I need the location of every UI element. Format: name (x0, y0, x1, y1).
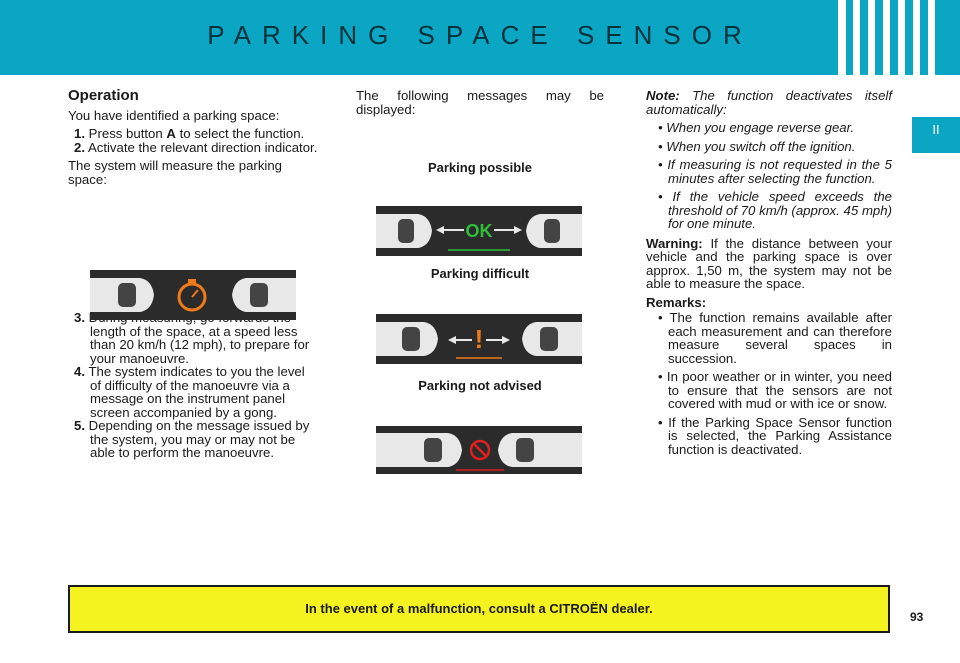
car-right-icon (232, 278, 296, 312)
remark-item: • In poor weather or in winter, you need to ensure that the sensors are not covered with mud or with ice or snow. (658, 369, 892, 411)
measure-text: The system will measure the parking space: (68, 158, 283, 187)
page-header (0, 0, 960, 75)
column-notes (646, 89, 892, 461)
step-3: 3. length of the space, at a speed less than 20 km/h (12 mph), to prepare for your manoeuvre. (74, 310, 310, 366)
car-left-icon (90, 278, 154, 312)
label-parking-difficult: Parking difficult (430, 266, 530, 281)
step-2: 2. Activate the relevant direction indicator. (74, 139, 318, 155)
note-item: • When you switch off the ignition. (658, 138, 856, 154)
column-messages (356, 89, 604, 121)
measuring-illustration (90, 270, 296, 320)
panel-parking-difficult (376, 314, 582, 364)
note-item: • If measuring is not requested in the 5 minutes after selecting the function. (658, 157, 892, 186)
label-parking-not-advised: Parking not advised (418, 378, 542, 393)
step-1: 1. Press button A to select the function. (74, 126, 305, 141)
malfunction-notice: In the event of a malfunction, consult a CITROËN dealer. (68, 585, 890, 633)
warning-paragraph: Warning: If the distance between your vehicle and the parking space is over approx. 1,50 m, the system may not be able to measure the space. (646, 235, 892, 291)
note-item: • If the vehicle speed exceeds the threshold of 70 km/h (approx. 45 mph) for one minute. (658, 189, 892, 231)
label-parking-possible: Parking possible (427, 160, 533, 175)
operation-heading: Operation (68, 87, 139, 104)
panel-parking-possible (376, 206, 582, 256)
step-4: 4. The system indicates to you the level of difficulty of the manoeuvre via a message on the instrument panel screen accompanied by a gong. (74, 364, 305, 420)
panel-parking-not-advised (376, 426, 582, 474)
no-entry-icon (471, 441, 489, 459)
note-item: • When you engage reverse gear. (658, 120, 855, 135)
remarks-heading: Remarks: (646, 294, 707, 310)
step-5: 5. Depending on the message issued by the system, you may or may not be able to perform the manoeuvre. (74, 418, 310, 460)
messages-intro: The following messages may be displayed: (356, 88, 604, 117)
operation-intro: You have identified a parking space: (68, 107, 280, 123)
note-paragraph: Note: The function deactivates itself automatically: (646, 88, 892, 117)
page-title: PARKING SPACE SENSOR (207, 20, 753, 50)
chapter-tab: II (912, 117, 960, 153)
page-number: 93 (910, 610, 924, 624)
ok-symbol: OK (465, 221, 493, 241)
remark-item: • The function remains available after each measurement and can therefore measure several spaces in succession. (658, 310, 892, 366)
stopwatch-icon (179, 279, 205, 310)
warning-symbol: ! (474, 324, 484, 354)
remark-item: • If the Parking Space Sensor function is selected, the Parking Assistance function is deactivated. (658, 414, 893, 457)
